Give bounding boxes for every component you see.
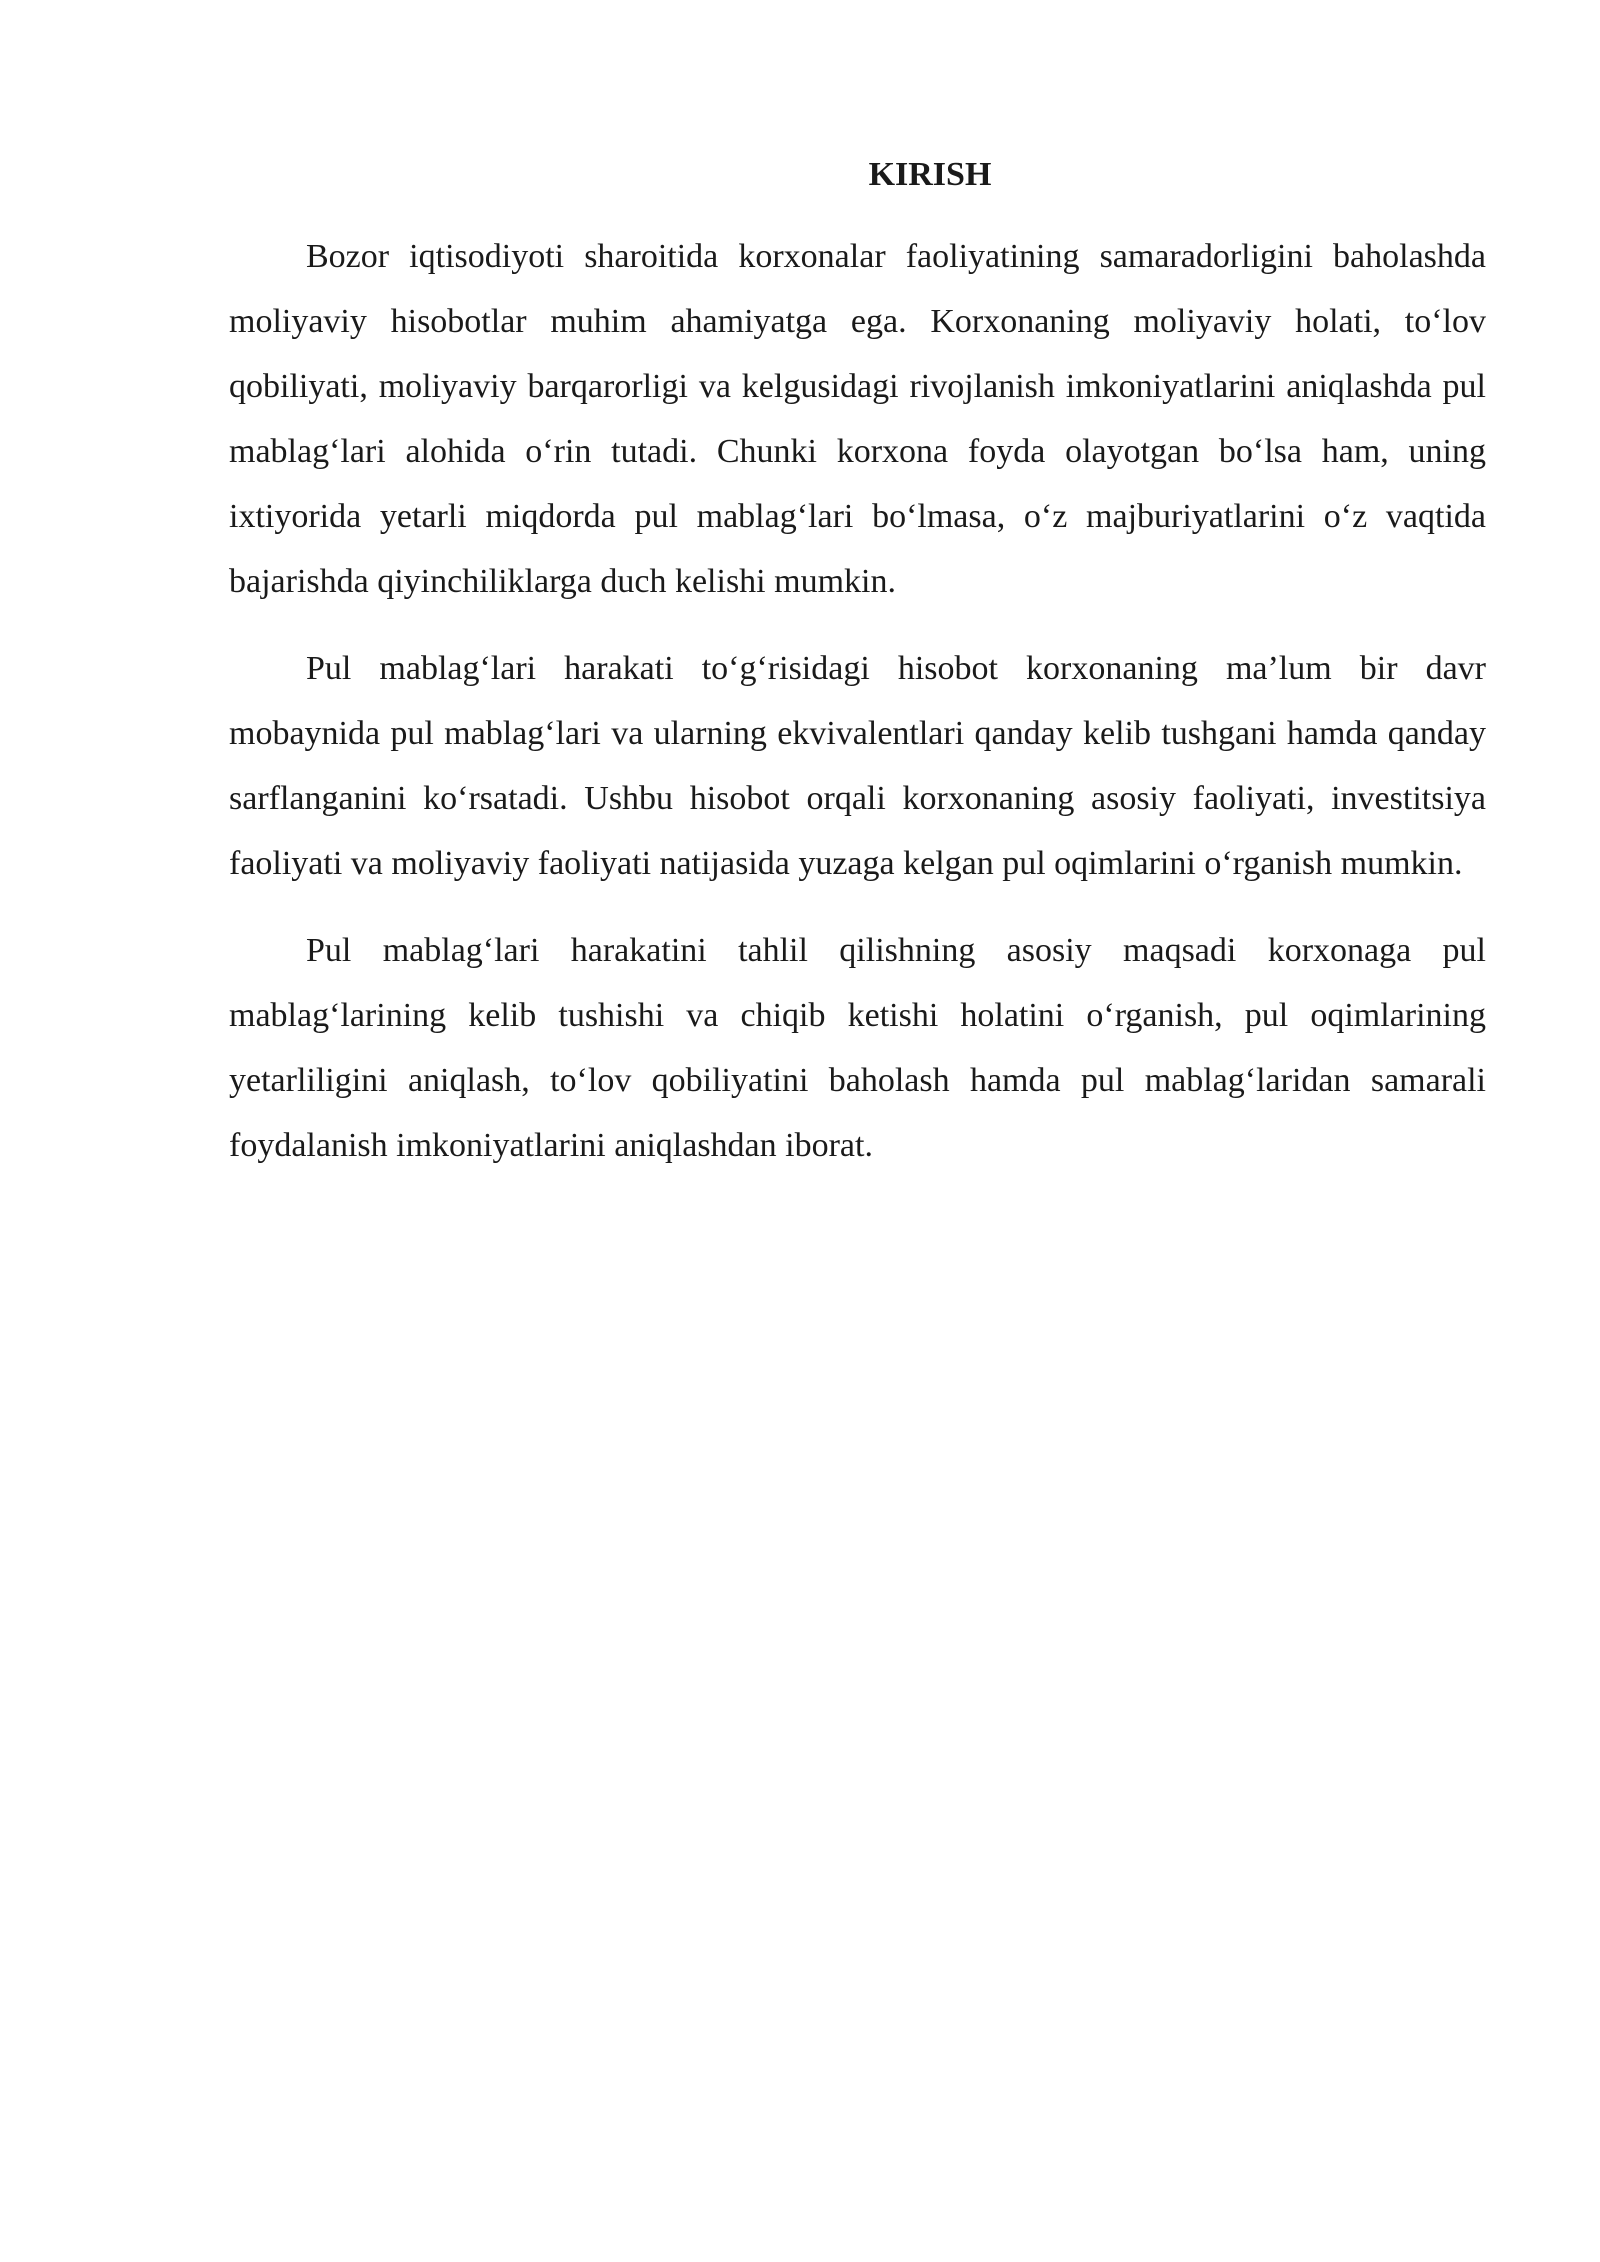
paragraph-3: Pul mablag‘lari harakatini tahlil qilishning asosiy maqsadi korxonaga pul mablag‘larining kelib tushishi va chiqib ketishi holatini o‘rganish, pul oqimlarining yetarliligini aniqlash, to‘lov qobiliyatini baholash hamda pul mablag‘laridan samarali foydalanish imkoniyatlarini aniqlashdan iborat. xyxy=(229,932,1486,1164)
page-content xyxy=(229,148,1486,1200)
paragraph-1: Bozor iqtisodiyoti sharoitida korxonalar faoliyatining samaradorligini baholashda moliyaviy hisobotlar muhim ahamiyatga ega. Korxonaning moliyaviy holati, to‘lov qobiliyati, moliyaviy barqarorligi va kelgusidagi rivojlanish imkoniyatlarini aniqlashda pul mablag‘lari alohida o‘rin tutadi. Chunki korxona foyda olayotgan bo‘lsa ham, uning ixtiyorida yetarli miqdorda pul mablag‘lari bo‘lmasa, o‘z majburiyatlarini o‘z vaqtida bajarishda qiyinchiliklarga duch kelishi mumkin. xyxy=(229,238,1486,600)
paragraph-2: Pul mablag‘lari harakati to‘g‘risidagi hisobot korxonaning ma’lum bir davr mobaynida pul mablag‘lari va ularning ekvivalentlari qanday kelib tushgani hamda qanday sarflanganini ko‘rsatadi. Ushbu hisobot orqali korxonaning asosiy faoliyati, investitsiya faoliyati va moliyaviy faoliyati natijasida yuzaga kelgan pul oqimlarini o‘rganish mumkin. xyxy=(229,650,1486,882)
page-title: KIRISH xyxy=(868,156,992,193)
